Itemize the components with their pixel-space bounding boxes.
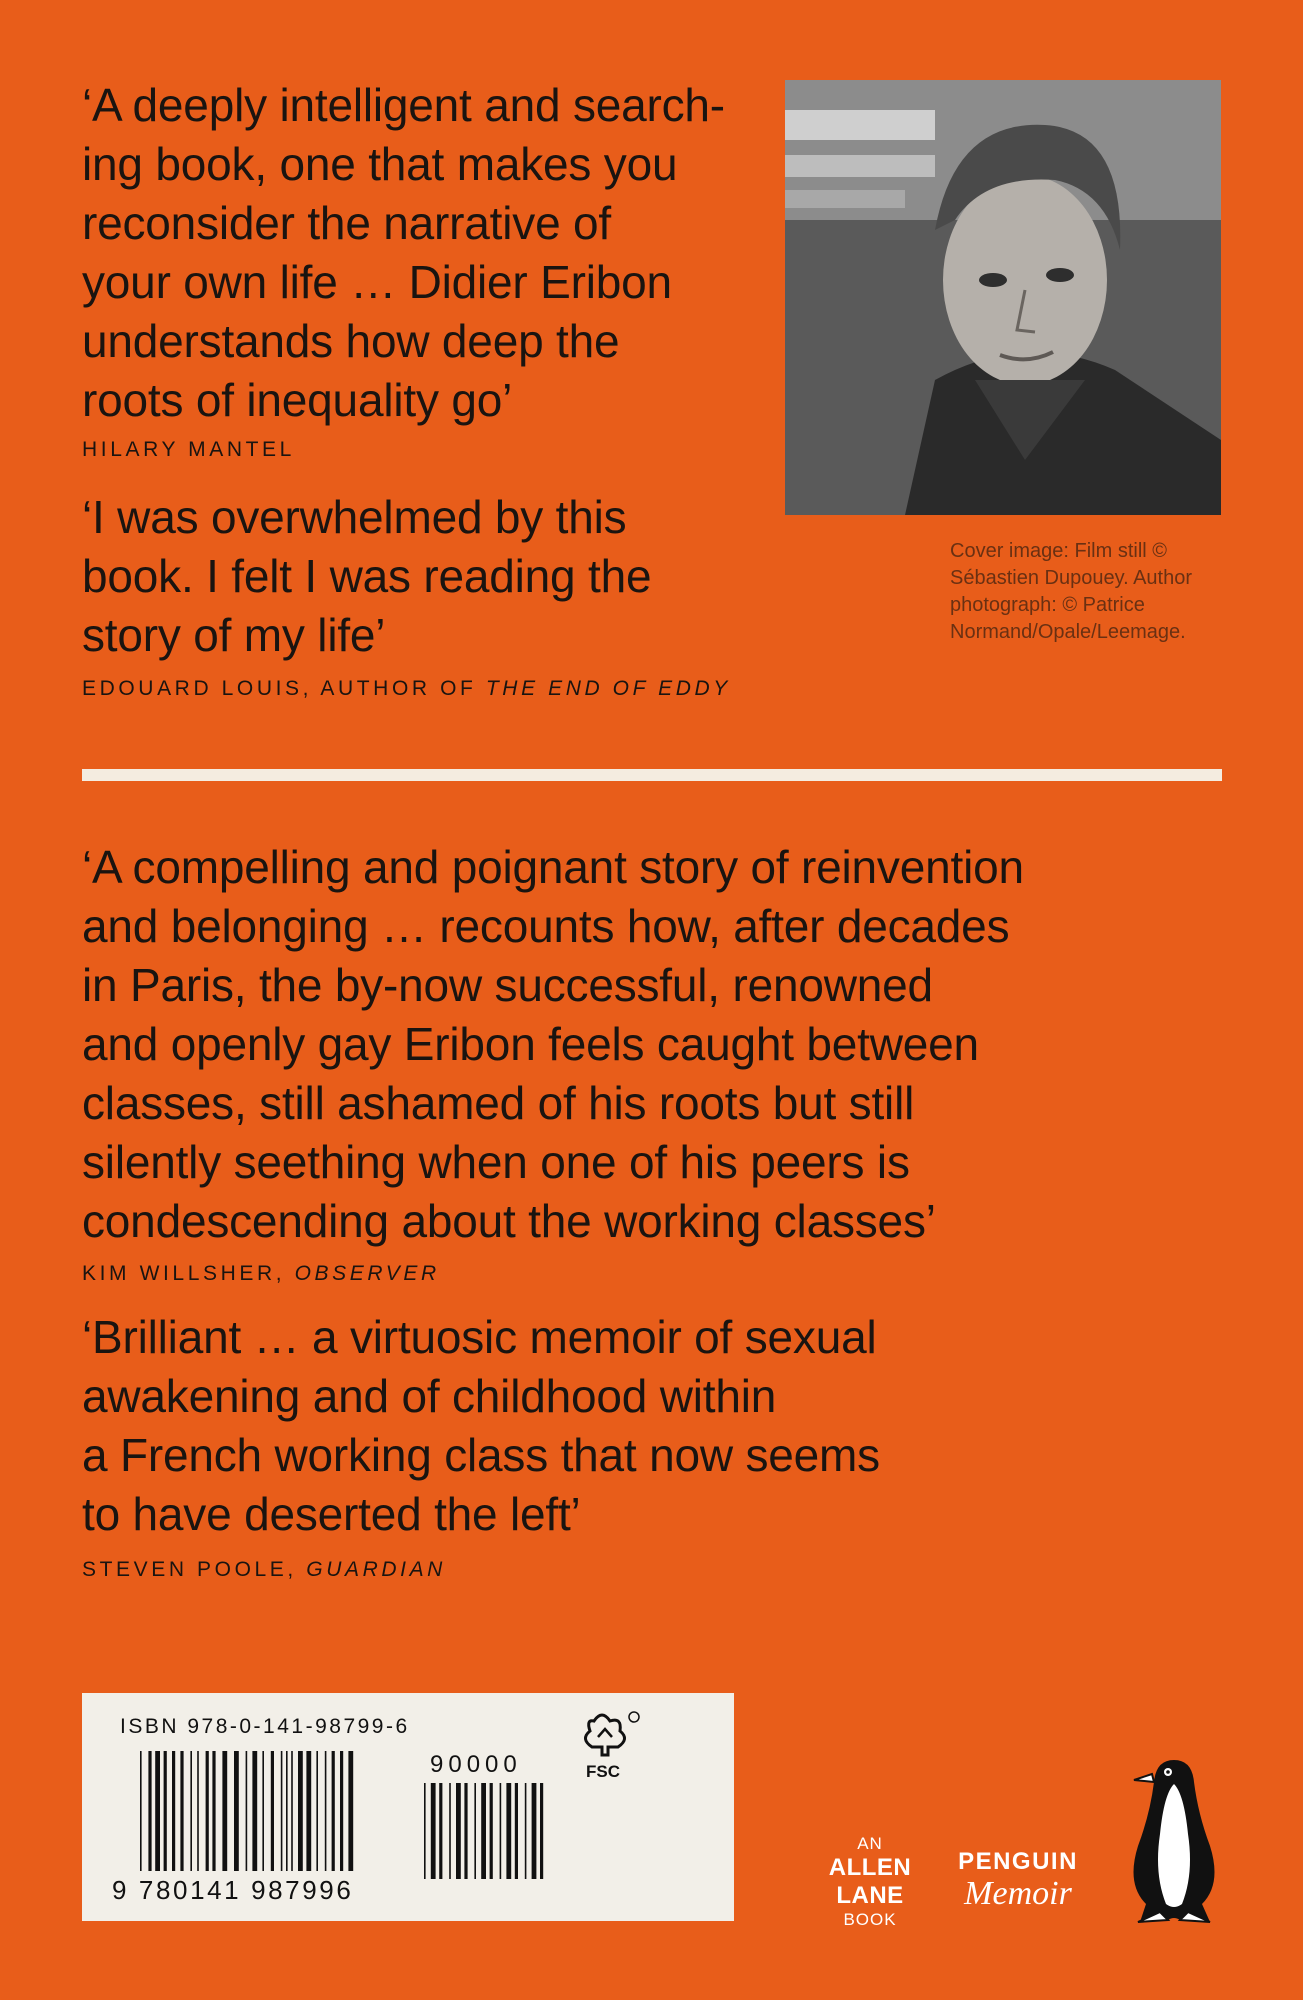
quote-edouard-louis: ‘I was overwhelmed by this book. I felt I was reading the story of my life’ <box>82 491 652 661</box>
penguin-memoir-logo <box>948 1848 1088 1912</box>
price-barcode <box>424 1783 552 1883</box>
barcode-bar <box>180 1751 183 1871</box>
barcode-bar <box>246 1751 248 1871</box>
barcode-bar <box>316 1751 318 1871</box>
barcode-bar <box>212 1751 215 1871</box>
barcode-bar <box>506 1783 511 1879</box>
barcode-bar <box>172 1751 175 1871</box>
barcode-bar <box>540 1783 543 1879</box>
quote-hilary-mantel: ‘A deeply intelligent and search- ing book, one that makes you reconsider the narrative of your own life … Didier Eribon understands how deep the roots of inequality go’ <box>82 79 725 426</box>
barcode-bar <box>164 1751 167 1871</box>
barcode-bar <box>281 1751 283 1871</box>
quote-kim-willsher: ‘A compelling and poignant story of reinvention and belonging … recounts how, after decades in Paris, the by-now successful, renowned and openly gay Eribon feels caught between classes, still ashamed of his roots but still silently seething when one of his peers is condescending about the working classes’ <box>82 841 1024 1247</box>
barcode-bar <box>234 1751 239 1871</box>
ean-barcode <box>140 1751 405 1879</box>
fsc-logo-icon <box>572 1709 644 1781</box>
barcode-bar <box>206 1751 209 1871</box>
barcode-bar <box>424 1783 426 1879</box>
price-code: 90000 <box>430 1751 522 1778</box>
barcode-bar <box>525 1783 527 1879</box>
barcode-bar <box>348 1751 353 1871</box>
barcode-bar <box>197 1751 199 1871</box>
allen-lane-book: BOOK <box>843 1910 897 1929</box>
barcode-bar <box>456 1783 461 1879</box>
allen-lane-logo <box>820 1834 920 1930</box>
barcode-bar <box>340 1751 343 1871</box>
section-divider <box>82 769 1222 781</box>
barcode-bar <box>252 1751 257 1871</box>
barcode-bar <box>481 1783 486 1879</box>
isbn-number: ISBN 978-0-141-98799-6 <box>120 1715 410 1738</box>
attribution-edouard-louis: EDOUARD LOUIS, AUTHOR OF THE END OF EDDY <box>82 677 731 700</box>
barcode-bar <box>286 1751 288 1871</box>
attribution-kim-willsher: KIM WILLSHER, OBSERVER <box>82 1262 440 1285</box>
barcode-bar <box>474 1783 476 1879</box>
barcode-bar <box>332 1751 335 1871</box>
barcode-bar <box>190 1751 192 1871</box>
quote-steven-poole: ‘Brilliant … a virtuosic memoir of sexual awakening and of childhood within a French working class that now seems to have deserted the left’ <box>82 1311 880 1540</box>
author-photograph <box>785 80 1221 515</box>
barcode-bar <box>155 1751 160 1871</box>
author-photo-illustration <box>785 80 1221 515</box>
barcode-bar <box>222 1751 227 1871</box>
photo-credit: Cover image: Film still © Sébastien Dupouey. Author photograph: © Patrice Normand/Opale/Leemage. <box>950 540 1193 643</box>
series-penguin: PENGUIN <box>958 1848 1078 1875</box>
barcode-bar <box>439 1783 442 1879</box>
barcode-bar <box>490 1783 493 1879</box>
barcode-bar <box>306 1751 311 1871</box>
barcode-bar <box>515 1783 518 1879</box>
barcode-bar <box>140 1751 142 1871</box>
attribution-steven-poole: STEVEN POOLE, GUARDIAN <box>82 1558 446 1581</box>
penguin-icon <box>1124 1754 1224 1926</box>
series-memoir: Memoir <box>964 1875 1072 1912</box>
barcode-bar <box>532 1783 537 1879</box>
ean-digits: 9 780141 987996 <box>112 1875 354 1905</box>
barcode-bar <box>464 1783 467 1879</box>
allen-lane-allen: ALLEN <box>828 1854 912 1881</box>
allen-lane-lane: LANE <box>836 1882 904 1909</box>
fsc-label: FSC <box>586 1762 620 1781</box>
allen-lane-an: AN <box>857 1834 883 1853</box>
barcode-bar <box>291 1751 293 1871</box>
attribution-hilary-mantel: HILARY MANTEL <box>82 438 295 461</box>
barcode-panel <box>82 1693 734 1921</box>
barcode-bar <box>262 1751 264 1871</box>
barcode-bar <box>298 1751 303 1871</box>
barcode-bar <box>148 1751 151 1871</box>
barcode-bar <box>325 1751 327 1871</box>
barcode-bar <box>449 1783 451 1879</box>
barcode-bar <box>271 1751 274 1871</box>
barcode-bar <box>431 1783 436 1879</box>
barcode-bar <box>500 1783 502 1879</box>
